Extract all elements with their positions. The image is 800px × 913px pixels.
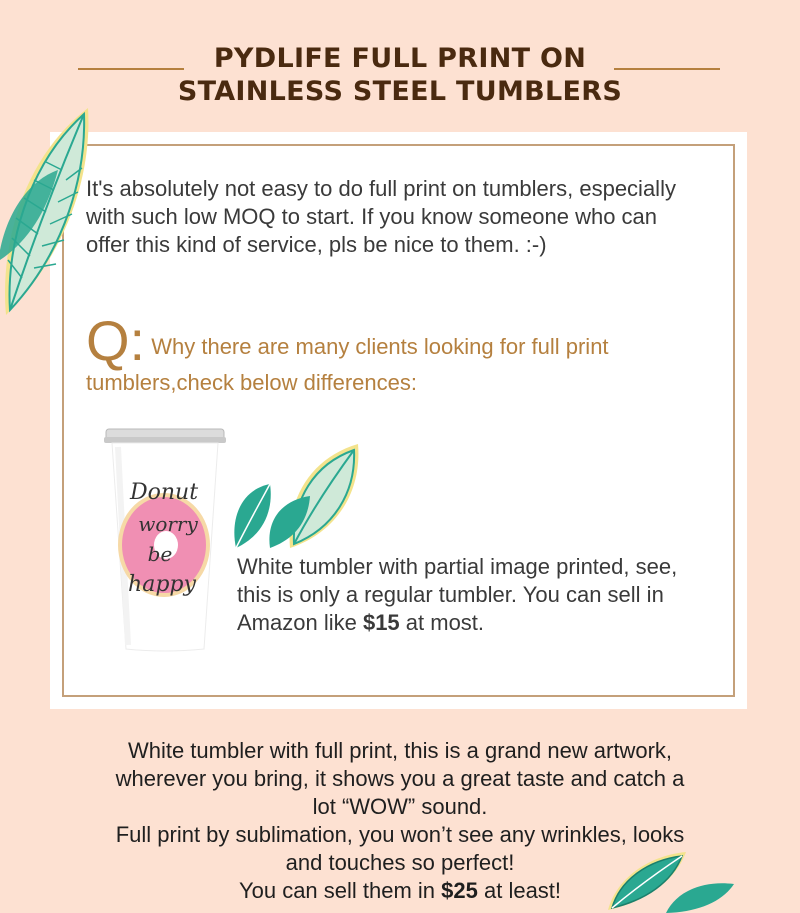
page-title-line-1: PYDLIFE FULL PRINT ON <box>213 43 587 74</box>
tumbler-print-be: be <box>147 542 173 566</box>
partial-print-description <box>237 553 717 637</box>
full-print-line-2: wherever you bring, it shows you a great taste and catch a <box>115 766 685 791</box>
leaf-decoration-bottom-right-icon <box>606 850 736 913</box>
full-print-line-6-text: You can sell them in <box>238 878 442 903</box>
page-title-line-2: STAINLESS STEEL TUMBLERS <box>177 76 623 107</box>
tumbler-print-donut: Donut <box>129 480 199 505</box>
full-print-line-4: Full print by sublimation, you won’t see any wrinkles, looks <box>115 822 685 847</box>
intro-paragraph: It's absolutely not easy to do full print on tumblers, especially with such low MOQ to start. If you know someone who can offer this kind of service, pls be nice to them. :-) <box>86 176 676 257</box>
tumbler-partial-print-image <box>104 425 226 653</box>
partial-print-price: $15 <box>362 610 400 635</box>
tumbler-print-worry: worry <box>138 512 198 536</box>
question-mark-label: Q: <box>86 309 146 372</box>
question-heading <box>86 309 716 396</box>
leaf-decoration-middle-icon <box>230 440 370 550</box>
full-print-line-3: lot “WOW” sound. <box>312 794 488 819</box>
full-print-price: $25 <box>441 878 478 903</box>
full-print-line-6-end: at least! <box>477 878 562 903</box>
full-print-line-1: White tumbler with full print, this is a grand new artwork, <box>127 738 673 763</box>
leaf-decoration-left-icon <box>0 100 96 320</box>
partial-print-text-end: at most. <box>399 610 485 635</box>
page-title <box>0 42 800 108</box>
question-text: Why there are many clients looking for full print tumblers,check below differences: <box>86 334 609 395</box>
partial-print-text: White tumbler with partial image printed, see, this is only a regular tumbler. You can sell in Amazon like <box>237 554 678 635</box>
tumbler-print-happy: happy <box>128 572 196 597</box>
full-print-line-5: and touches so perfect! <box>285 850 515 875</box>
